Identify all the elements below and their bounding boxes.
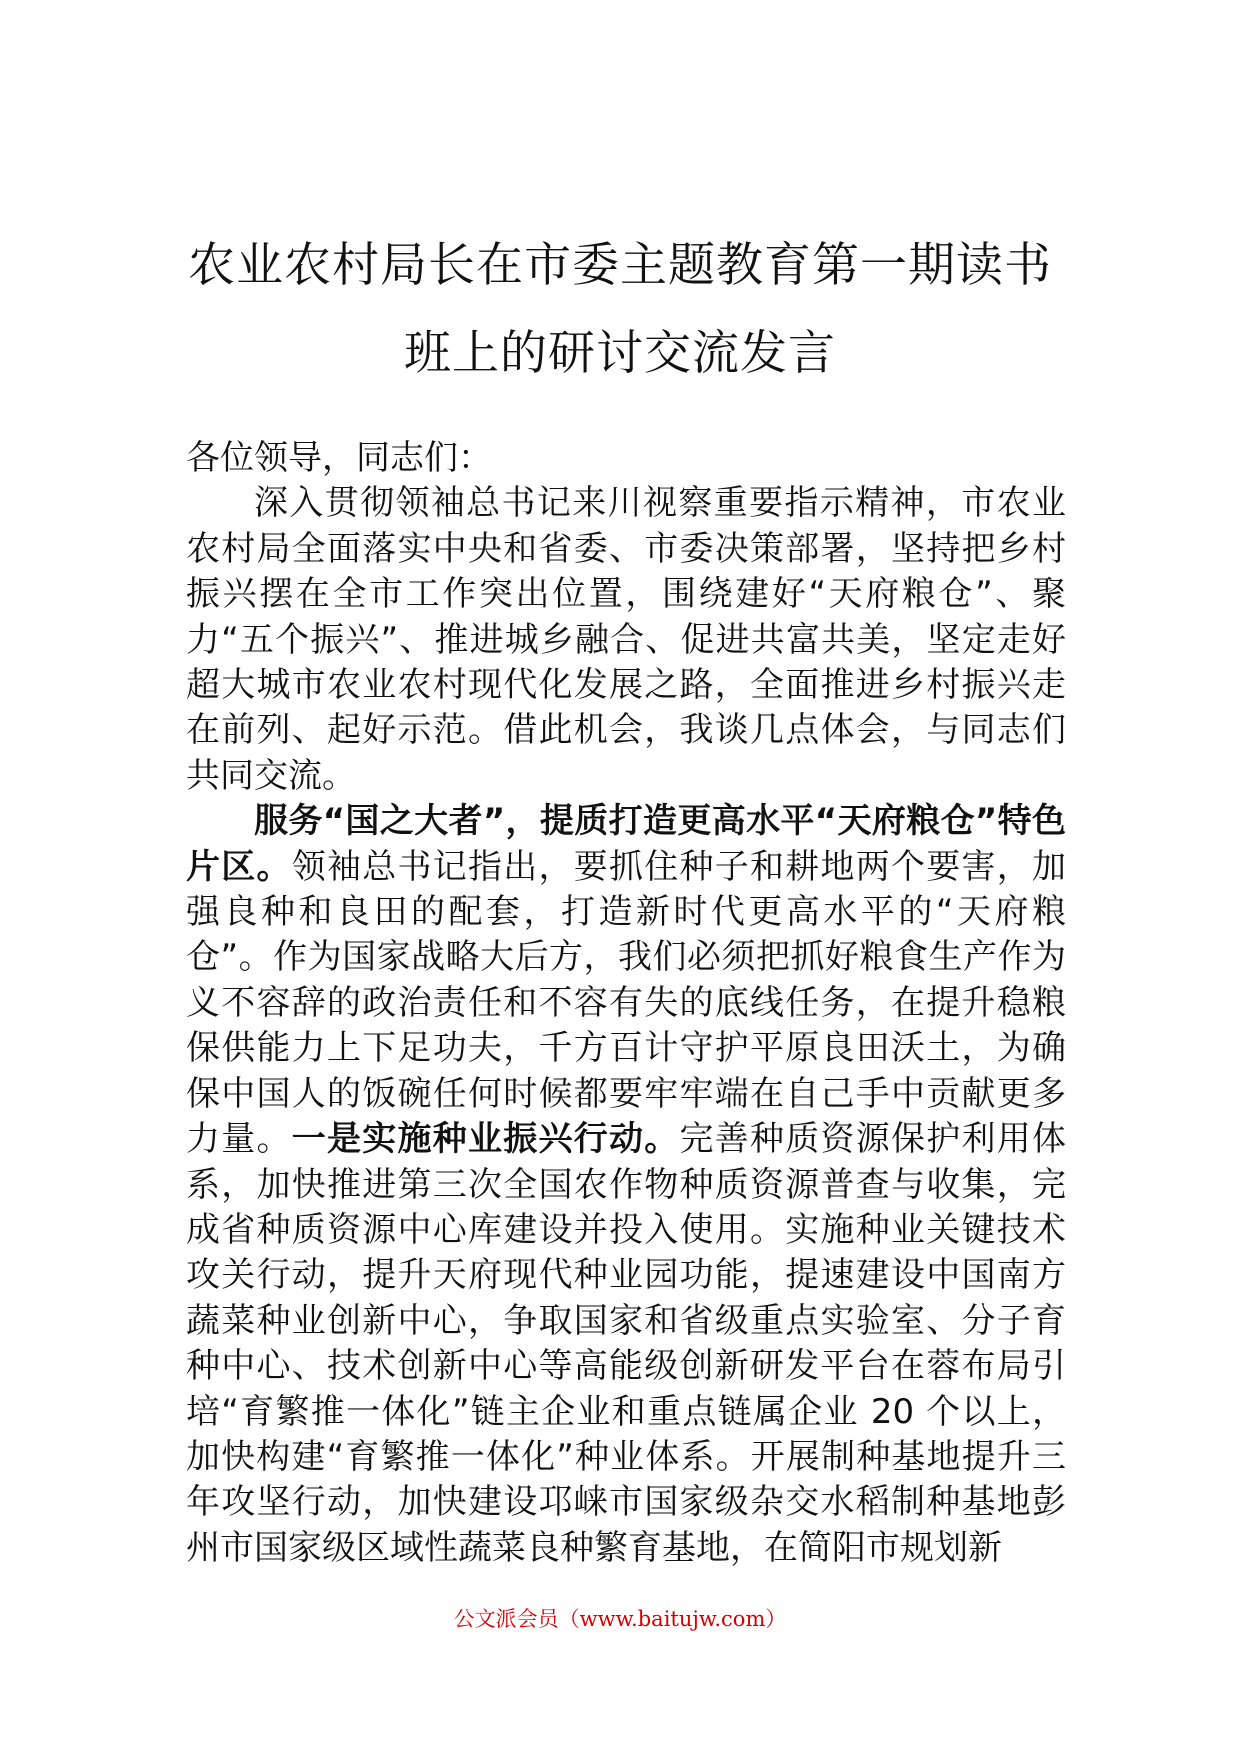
paragraph-intro: 深入贯彻领袖总书记来川视察重要指示精神，市农业农村局全面落实中央和省委、市委决策部署，坚持把乡村振兴摆在全市工作突出位置，围绕建好“天府粮仓”、聚力“五个振兴”、推进城乡融合、促进共富共美，坚定走好超大城市农业农村现代化发展之路，全面推进乡村振兴走在前列、起好示范。借此机会，我谈几点体会，与同志们共同交流。 xyxy=(186,483,1066,796)
salutation: 各位领导，同志们： xyxy=(186,438,492,478)
paragraph-section-1 xyxy=(186,799,1066,1571)
document-title-line-1: 农业农村局长在市委主题教育第一期读书 xyxy=(188,238,1052,293)
footer-watermark: 公文派会员（www.baitujw.com） xyxy=(453,1607,787,1631)
section-subtext: 完善种质资源保护利用体系，加快推进第三次全国农作物种质资源普查与收集，完成省种质资源中心库建设并投入使用。实施种业关键技术攻关行动，提升天府现代种业园功能，提速建设中国南方蔬菜种业创新中心，争取国家和省级重点实验室、分子育种中心、技术创新中心等高能级创新研发平台在蓉布局引培“育繁推一体化”链主企业和重点链属企业 20 个以上，加快构建“育繁推一体化”种业体系。开展制种基地提升三年攻坚行动，加快建设邛崃市国家级杂交水稻制种基地彭州市国家级区域性蔬菜良种繁育基地，在简阳市规划新 xyxy=(186,1119,1066,1568)
document-title-line-2: 班上的研讨交流发言 xyxy=(404,326,836,381)
section-heading: 服务“国之大者”，提质打造更高水平“天府粮仓”特色片区。 xyxy=(186,801,1066,887)
section-subheading: 一是实施种业振兴行动。 xyxy=(291,1119,680,1160)
section-text: 领袖总书记指出，要抓住种子和耕地两个要害，加强良种和良田的配套，打造新时代更高水平的“天府粮仓”。作为国家战略大后方，我们必须把抓好粮食生产作为义不容辞的政治责任和不容有失的底线任务，在提升稳粮保供能力上下足功夫，千方百计守护平原良田沃土，为确保中国人的饭碗任何时候都要牢牢端在自己手中贡献更多力量。 xyxy=(186,846,1066,1160)
document-body xyxy=(186,436,1066,1571)
